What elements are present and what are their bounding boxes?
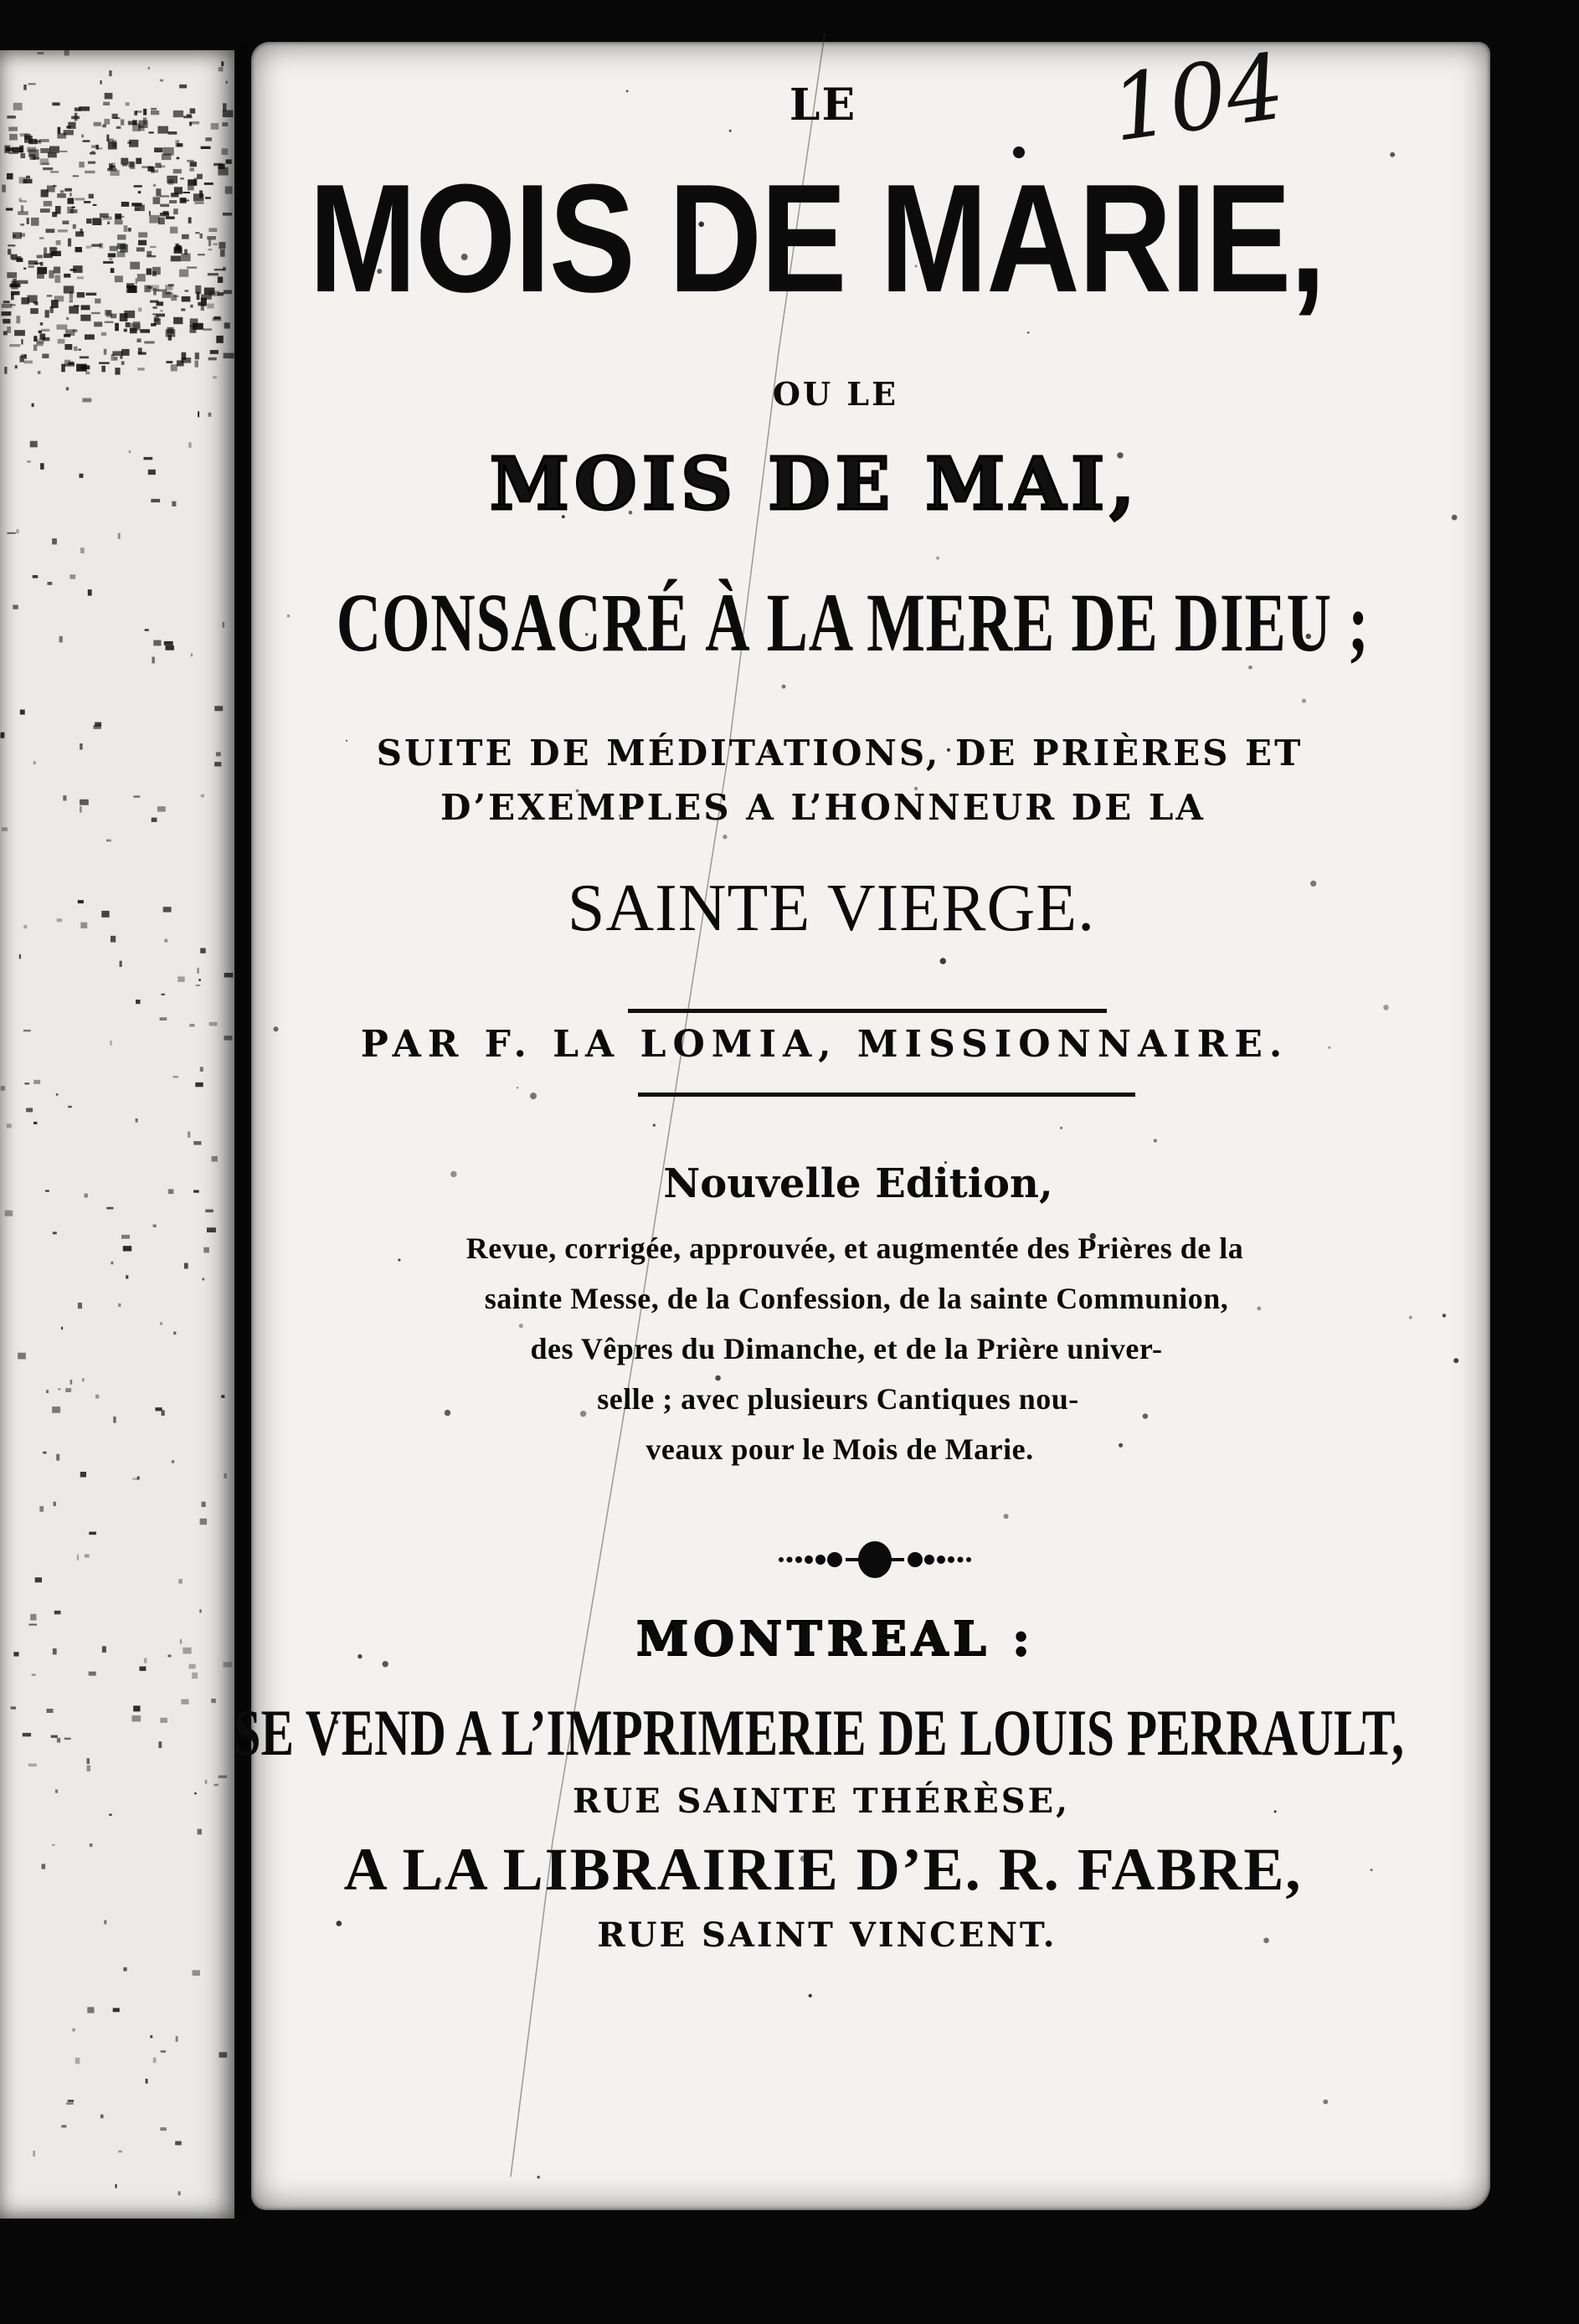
description-line: Revue, corrigée, approuvée, et augmentée des Prières de la — [465, 1231, 1244, 1265]
divider-rule-bottom — [638, 1093, 1135, 1097]
author-line: PAR F. LA LOMIA, MISSIONNAIRE. — [360, 1023, 1289, 1066]
bookshop-street: RUE SAINT VINCENT. — [597, 1915, 1057, 1955]
description-line: selle ; avec plusieurs Cantiques nou- — [597, 1382, 1079, 1416]
dedication-line: CONSACRÉ À LA MERE DE DIEU ; — [336, 576, 1370, 669]
bookshop-line: A LA LIBRAIRIE D’E. R. FABRE, — [343, 1836, 1303, 1903]
description-line: sainte Messe, de la Confession, de la sainte Communion, — [484, 1282, 1229, 1315]
handwritten-number: 104 — [1105, 34, 1291, 162]
edition-heading: Nouvelle Edition, — [663, 1160, 1053, 1207]
place-montreal: MONTREAL : — [636, 1612, 1035, 1667]
ornament-icon — [774, 1539, 975, 1581]
description-line: veaux pour le Mois de Marie. — [645, 1432, 1034, 1466]
main-title: MOIS DE MARIE, — [308, 152, 1324, 324]
ou-le: OU LE — [772, 375, 899, 413]
subtitle-mois-de-mai: MOIS DE MAI, — [489, 442, 1140, 527]
sainte-vierge: SAINTE VIERGE. — [567, 872, 1096, 945]
series-line-2: D’EXEMPLES A L’HONNEUR DE LA — [440, 787, 1206, 828]
title-le: LE — [789, 80, 857, 131]
series-line-1: SUITE DE MÉDITATIONS, DE PRIÈRES ET — [376, 733, 1304, 774]
divider-rule-top — [628, 1009, 1107, 1013]
printer-street: RUE SAINTE THÉRÈSE, — [573, 1782, 1070, 1821]
printer-line: SE VEND A L’IMPRIMERIE DE LOUIS PERRAULT, — [233, 1696, 1404, 1769]
description-line: des Vêpres du Dimanche, et de la Prière univer- — [530, 1332, 1163, 1365]
